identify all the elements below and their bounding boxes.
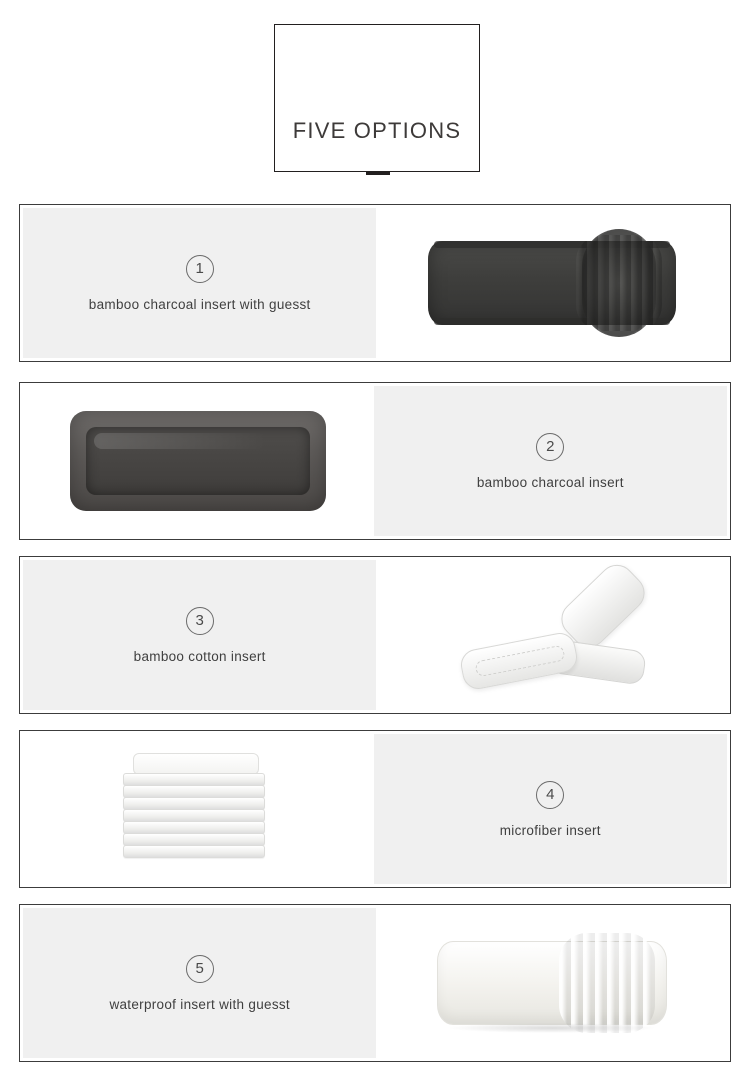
option-row-3 bbox=[19, 556, 731, 714]
option-row-5 bbox=[19, 904, 731, 1062]
option-row-2 bbox=[19, 382, 731, 540]
option-3-text-pane bbox=[23, 560, 376, 710]
microfiber-insert-photo bbox=[23, 734, 374, 884]
header-underline-mark bbox=[366, 171, 390, 175]
waterproof-insert-with-gusset-photo bbox=[376, 908, 727, 1058]
option-5-text-pane bbox=[23, 908, 376, 1058]
option-5-caption: waterproof insert with guesst bbox=[109, 996, 290, 1012]
bamboo-charcoal-insert-with-gusset-photo bbox=[376, 208, 727, 358]
option-4-image-pane bbox=[23, 734, 374, 884]
option-2-text-pane bbox=[374, 386, 727, 536]
option-4-number-badge: 4 bbox=[536, 781, 564, 809]
option-1-text-pane bbox=[23, 208, 376, 358]
option-1-image-pane bbox=[376, 208, 727, 358]
bamboo-charcoal-insert-photo bbox=[23, 386, 374, 536]
option-2-caption: bamboo charcoal insert bbox=[476, 474, 624, 490]
option-3-caption: bamboo cotton insert bbox=[133, 648, 266, 664]
option-4-caption: microfiber insert bbox=[499, 822, 601, 838]
option-2-image-pane bbox=[23, 386, 374, 536]
option-1-number-badge: 1 bbox=[186, 255, 214, 283]
option-1-caption: bamboo charcoal insert with guesst bbox=[88, 296, 311, 312]
option-3-image-pane bbox=[376, 560, 727, 710]
bamboo-cotton-insert-photo bbox=[376, 560, 727, 710]
option-row-4 bbox=[19, 730, 731, 888]
option-3-number-badge: 3 bbox=[186, 607, 214, 635]
option-5-number-badge: 5 bbox=[186, 955, 214, 983]
option-2-number-badge: 2 bbox=[536, 433, 564, 461]
option-5-image-pane bbox=[376, 908, 727, 1058]
option-row-1 bbox=[19, 204, 731, 362]
header-box bbox=[274, 24, 480, 172]
page-title: FIVE OPTIONS bbox=[292, 118, 462, 143]
option-4-text-pane bbox=[374, 734, 727, 884]
